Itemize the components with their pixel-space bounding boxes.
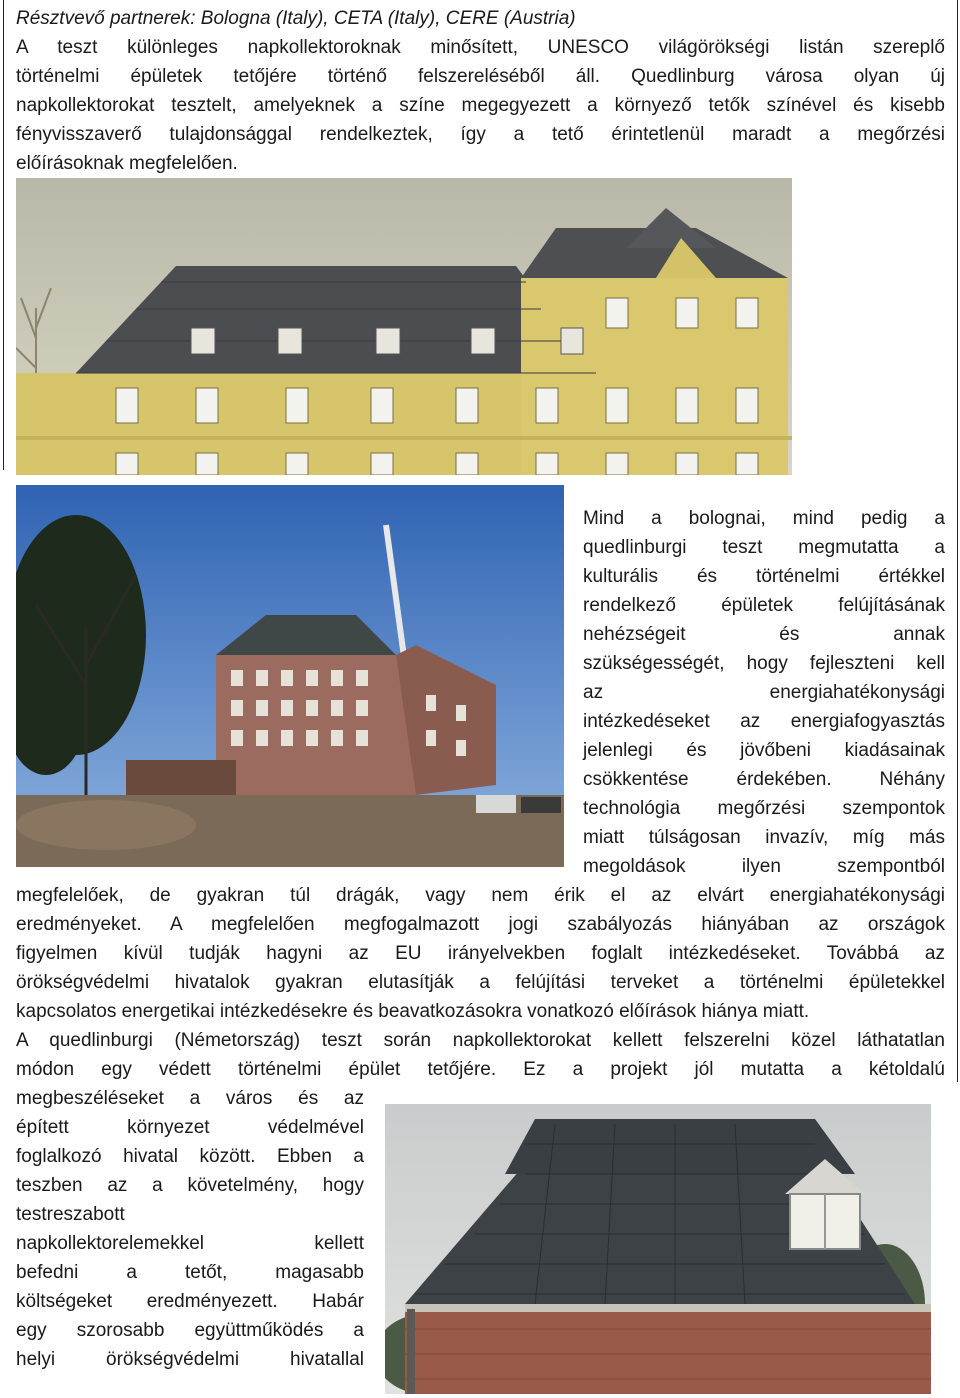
- para2-line: kapcsolatos energetikai intézkedésekre és beavatkozásokra vonatkozó előírások hiánya miatt.: [16, 1001, 810, 1022]
- para1-line: A teszt különleges napkollektoroknak minősített, UNESCO világörökségi listán szereplő: [16, 37, 945, 58]
- para1-line: előírásoknak megfelelően.: [16, 153, 238, 174]
- left-col-line: napkollektorelemekkel kellett: [16, 1233, 364, 1254]
- photo-building-under-renovation: [16, 485, 564, 867]
- left-col-line: megbeszéléseket a város és az: [16, 1088, 364, 1109]
- para3-line: A quedlinburgi (Németország) teszt során napkollektorokat kellett felszerelni közel láthatatlan: [16, 1030, 945, 1051]
- left-col-line: egy szorosabb együttműködés a: [16, 1320, 364, 1341]
- para2-line: megfelelőek, de gyakran túl drágák, vagy nem érik el az elvárt energiahatékonysági: [16, 885, 945, 906]
- left-col-line: épített környezet védelmével: [16, 1117, 364, 1138]
- left-col-line: foglalkozó hivatal között. Ebben a: [16, 1146, 364, 1167]
- right-col-line: quedlinburgi teszt megmutatta a: [583, 537, 945, 558]
- right-col-line: technológia megőrzési szempontok: [583, 798, 945, 819]
- left-border-rule: [3, 0, 4, 470]
- photo-quedlinburg-yellow-building: [16, 178, 792, 475]
- left-col-line: befedni a tetőt, magasabb: [16, 1262, 364, 1283]
- right-col-line: jelenlegi és jövőbeni kiadásainak: [583, 740, 945, 761]
- left-col-line: helyi örökségvédelmi hivatallal: [16, 1349, 364, 1370]
- para1-line: történelmi épületek tetőjére történő felszereléséből áll. Quedlinburg városa olyan új: [16, 66, 945, 87]
- right-col-line: Mind a bolognai, mind pedig a: [583, 508, 945, 529]
- para1-line: napkollektorokat tesztelt, amelyeknek a színe megegyezett a környező tetők színével és kisebb: [16, 95, 945, 116]
- left-col-line: költségeket eredményezett. Habár: [16, 1291, 364, 1312]
- left-col-line: teszben az a követelmény, hogy: [16, 1175, 364, 1196]
- right-col-line: nehézségeit és annak: [583, 624, 945, 645]
- photo-solar-roof-closeup: [385, 1104, 931, 1394]
- right-col-line: kulturális és történelmi értékkel: [583, 566, 945, 587]
- right-col-line: megoldások ilyen szempontból: [583, 856, 945, 877]
- right-col-line: az energiahatékonysági: [583, 682, 945, 703]
- right-col-line: szükségességét, hogy fejleszteni kell: [583, 653, 945, 674]
- para3-line: módon egy védett történelmi épület tetőjére. Ez a projekt jól mutatta a kétoldalú: [16, 1059, 945, 1080]
- para2-line: eredményeket. A megfelelően megfogalmazott jogi szabályozás hiányában az országok: [16, 914, 945, 935]
- para2-line: örökségvédelmi hivatalok gyakran elutasítják a felújítási terveket a történelmi épületekkel: [16, 972, 945, 993]
- left-col-line: testreszabott: [16, 1204, 125, 1225]
- para1-line: fényvisszaverő tulajdonsággal rendelkeztek, így a tető érintetlenül maradt a megőrzési: [16, 124, 945, 145]
- partners-line: Résztvevő partnerek: Bologna (Italy), CETA (Italy), CERE (Austria): [16, 8, 576, 29]
- para2-line: figyelmen kívül tudják hagyni az EU irányelvekben foglalt intézkedéseket. Továbbá az: [16, 943, 945, 964]
- right-col-line: rendelkező épületek felújításának: [583, 595, 945, 616]
- right-col-line: csökkentése érdekében. Néhány: [583, 769, 945, 790]
- right-col-line: miatt túlságosan invazív, míg más: [583, 827, 945, 848]
- right-col-line: intézkedéseket az energiafogyasztás: [583, 711, 945, 732]
- right-border-rule: [957, 0, 958, 1082]
